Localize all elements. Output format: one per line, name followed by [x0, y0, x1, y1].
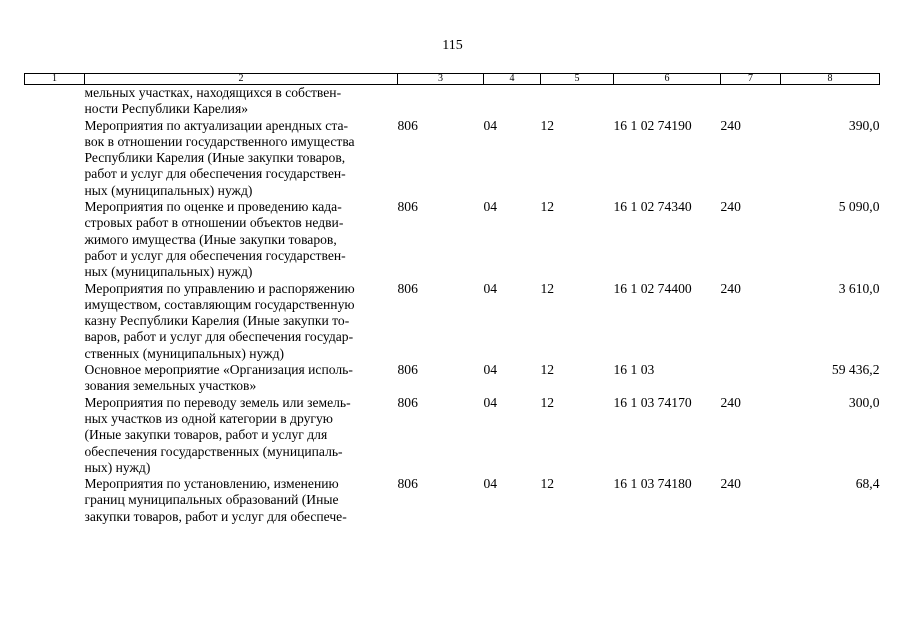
cell-name: [85, 395, 398, 476]
cell-section-code: 04: [483, 476, 498, 492]
name-line: имуществом, составляющим государственную: [84, 296, 355, 312]
column-header-2: 2: [85, 74, 398, 85]
cell-expense-type: 240: [720, 394, 741, 410]
cell-amount: 3 610,0: [838, 280, 880, 296]
cell-amount: 5 090,0: [838, 199, 880, 215]
cell-amount: 68,4: [855, 476, 880, 492]
cell-section-code: [484, 85, 541, 118]
cell-col-1: [25, 281, 85, 362]
table-row: [25, 85, 880, 118]
cell-ministry-code: 806: [397, 117, 418, 133]
cell-ministry-code: 806: [397, 362, 418, 378]
cell-name: [85, 476, 398, 525]
name-line: закупки товаров, работ и услуг для обеспече-: [84, 508, 347, 524]
cell-col-1: [25, 362, 85, 395]
name-line: границ муниципальных образований (Иные: [84, 492, 339, 508]
column-header-3: 3: [398, 74, 484, 85]
cell-expense-type: 240: [720, 199, 741, 215]
name-line: стровых работ в отношении объектов недви-: [84, 215, 344, 231]
cell-name: [85, 118, 398, 199]
cell-expense-type: 240: [720, 280, 741, 296]
table-body: [25, 85, 880, 526]
cell-target-article: 16 1 03: [613, 362, 655, 378]
name-line: обеспечения государственных (муниципаль-: [84, 443, 343, 459]
column-number-row: [25, 74, 880, 85]
column-header-8: 8: [781, 74, 880, 85]
table-row: [25, 476, 880, 525]
cell-target-article: 16 1 03 74180: [613, 476, 692, 492]
table-row: [25, 199, 880, 280]
name-line: ных) нужд): [84, 459, 151, 475]
column-header-4: 4: [484, 74, 541, 85]
cell-section-code: 04: [483, 362, 498, 378]
cell-name: [85, 281, 398, 362]
cell-amount: [781, 85, 880, 118]
cell-section-code: 04: [483, 117, 498, 133]
column-header-5: 5: [541, 74, 614, 85]
cell-expense-type: [721, 85, 781, 118]
name-line: Мероприятия по установлению, изменению: [84, 476, 339, 492]
cell-ministry-code: [398, 85, 484, 118]
name-line: Республики Карелия (Иные закупки товаров,: [84, 150, 346, 166]
cell-subsection-code: 12: [540, 280, 555, 296]
cell-target-article: 16 1 03 74170: [613, 394, 692, 410]
cell-subsection-code: 12: [540, 199, 555, 215]
cell-expense-type: 240: [720, 117, 741, 133]
name-line: ственных (муниципальных) нужд): [84, 345, 285, 361]
name-line: Мероприятия по оценке и проведению када-: [84, 199, 342, 215]
cell-section-code: 04: [483, 199, 498, 215]
cell-target-article: 16 1 02 74190: [613, 117, 692, 133]
cell-expense-type: 240: [720, 476, 741, 492]
name-line: варов, работ и услуг для обеспечения государ-: [84, 329, 354, 345]
name-line: казну Республики Карелия (Иные закупки то-: [84, 313, 350, 329]
cell-name: [85, 199, 398, 280]
table-row: [25, 281, 880, 362]
cell-target-article: 16 1 02 74400: [613, 280, 692, 296]
cell-section-code: 04: [483, 394, 498, 410]
cell-subsection-code: 12: [540, 117, 555, 133]
name-line: мельных участках, находящихся в собствен-: [84, 85, 342, 100]
name-line: ных (муниципальных) нужд): [84, 264, 253, 280]
cell-name: [85, 362, 398, 395]
cell-col-1: [25, 395, 85, 476]
cell-col-1: [25, 199, 85, 280]
cell-amount: 59 436,2: [831, 362, 880, 378]
cell-subsection-code: 12: [540, 362, 555, 378]
name-line: Мероприятия по актуализации арендных ста-: [84, 117, 349, 133]
cell-section-code: 04: [483, 280, 498, 296]
cell-subsection-code: 12: [540, 394, 555, 410]
name-line: ных участков из одной категории в другую: [84, 410, 333, 426]
table-row: [25, 395, 880, 476]
cell-col-1: [25, 85, 85, 118]
cell-subsection-code: [541, 85, 614, 118]
page-number: 115: [442, 38, 463, 53]
cell-ministry-code: 806: [397, 476, 418, 492]
cell-col-1: [25, 118, 85, 199]
budget-table: [24, 73, 880, 525]
cell-ministry-code: 806: [397, 394, 418, 410]
name-line: работ и услуг для обеспечения государствен-: [84, 166, 346, 182]
cell-subsection-code: 12: [540, 476, 555, 492]
cell-amount: 390,0: [848, 117, 880, 133]
name-line: работ и услуг для обеспечения государствен-: [84, 247, 346, 263]
name-line: (Иные закупки товаров, работ и услуг для: [84, 427, 328, 443]
cell-target-article: 16 1 02 74340: [613, 199, 692, 215]
cell-ministry-code: 806: [397, 280, 418, 296]
name-line: ных (муниципальных) нужд): [84, 182, 253, 198]
cell-col-1: [25, 476, 85, 525]
cell-ministry-code: 806: [397, 199, 418, 215]
name-line: Мероприятия по переводу земель или земель-: [84, 394, 351, 410]
name-line: вок в отношении государственного имущества: [84, 133, 355, 149]
cell-name: [85, 85, 398, 118]
cell-target-article: [614, 85, 721, 118]
cell-amount: 300,0: [848, 394, 880, 410]
name-line: Мероприятия по управлению и распоряжению: [84, 280, 355, 296]
name-line: зования земельных участков»: [84, 378, 257, 394]
table-row: [25, 118, 880, 199]
column-header-7: 7: [721, 74, 781, 85]
table-row: [25, 362, 880, 395]
name-line: Основное мероприятие «Организация исполь-: [84, 362, 353, 378]
name-line: жимого имущества (Иные закупки товаров,: [84, 231, 337, 247]
column-header-1: 1: [25, 74, 85, 85]
cell-expense-type: [721, 362, 781, 395]
column-header-6: 6: [614, 74, 721, 85]
name-line: ности Республики Карелия»: [84, 101, 249, 117]
